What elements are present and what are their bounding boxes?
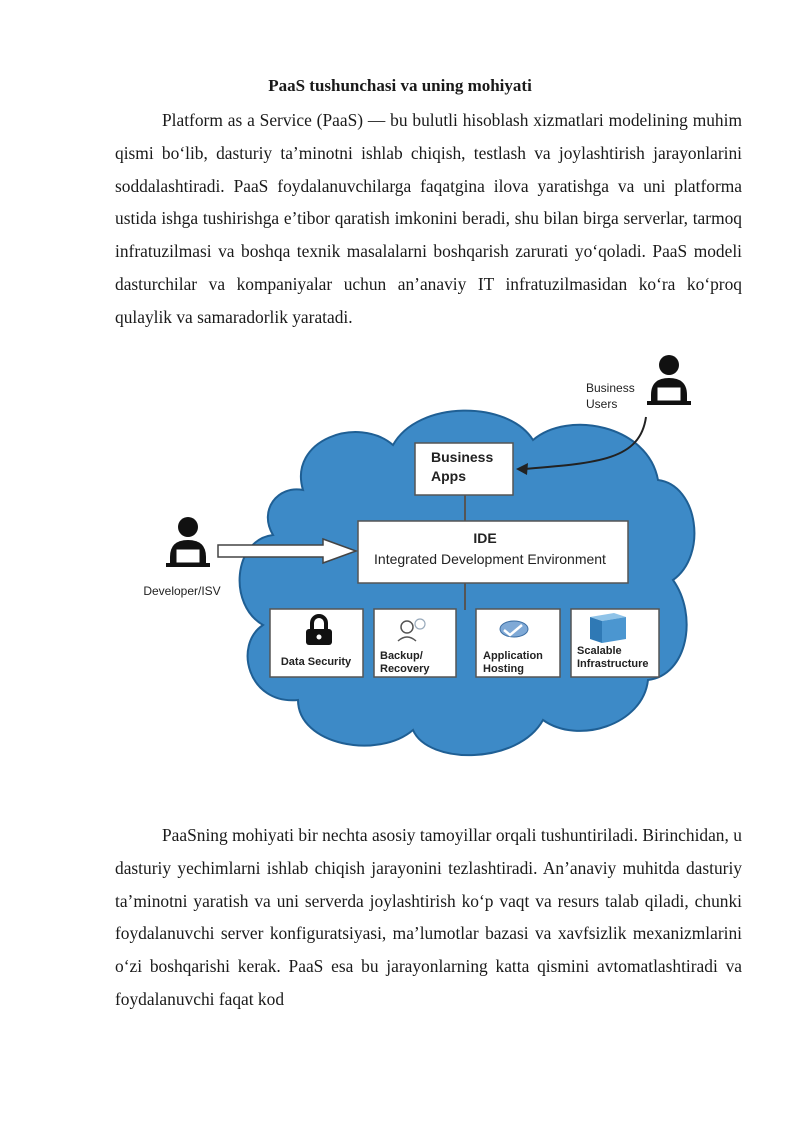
hosting-label-line1: Application [483, 650, 543, 662]
business-users-line2: Users [586, 397, 618, 411]
business-apps-box [415, 443, 513, 495]
service-application-hosting [476, 609, 560, 677]
backup-label-line2: Recovery [380, 663, 430, 675]
business-users-person-icon [647, 355, 691, 405]
developer-person-icon [166, 517, 210, 567]
page-title: PaaS tushunchasi va uning mohiyati [268, 76, 532, 95]
business-apps-line2: Apps [431, 468, 466, 484]
scalable-label-line1: Scalable [577, 645, 622, 657]
essence-paragraph: PaaSning mohiyati bir nechta asosiy tamoyillar orqali tushuntiriladi. Birinchidan, u dasturiy yechimlarni ishlab chiqish jarayonini tezlashtiradi. An’anaviy muhitda dasturiy ta’minotni yaratish va uni serverda joylashtirish ko‘p vaqt va resurs talab qiladi, chunki foydalanuvchi server konfiguratsiyasi, ma’lumotlar bazasi va xavfsizlik mexanizmlarini o‘zi boshqarishi kerak. PaaS esa bu jarayonlarning katta qismini avtomatlashtiradi va foydalanuvchi faqat kod [115, 825, 742, 1009]
ide-box [358, 521, 628, 583]
paas-diagram [128, 345, 708, 785]
scalable-label-line2: Infrastructure [577, 658, 649, 670]
business-apps-line1: Business [431, 449, 494, 465]
ide-subtitle: Integrated Development Environment [374, 551, 606, 567]
server-cube-icon [590, 613, 626, 643]
service-scalable-infrastructure [571, 609, 659, 677]
data-security-label: Data Security [280, 656, 352, 668]
backup-label-line1: Backup/ [380, 650, 423, 662]
business-users-line1: Business [586, 381, 635, 395]
service-backup-recovery [374, 609, 456, 677]
intro-paragraph: Platform as a Service (PaaS) — bu bulutli hisoblash xizmatlari modelining muhim qismi bo‘lib, dasturiy ta’minotni ishlab chiqish, testlash va joylashtirish jarayonlarini soddalashtiradi. PaaS foydalanuvchilarga faqatgina ilova yaratishga va uni platforma ustida ishga tushirishga e’tibor qaratish imkonini beradi, shu bilan birga serverlar, tarmoq infratuzilmasi va boshqa texnik masalalarni boshqarish zarurati yo‘qoladi. PaaS modeli dasturchilar va kompaniyalar uchun an’anaviy IT infratuzilmasidan ko‘ra ko‘proq qulaylik va samaradorlik yaratadi. [115, 110, 742, 327]
developer-label: Developer/ISV [143, 584, 221, 598]
service-data-security [270, 609, 363, 677]
ide-title: IDE [473, 530, 497, 546]
hosting-icon [500, 621, 528, 637]
hosting-label-line2: Hosting [483, 663, 524, 675]
